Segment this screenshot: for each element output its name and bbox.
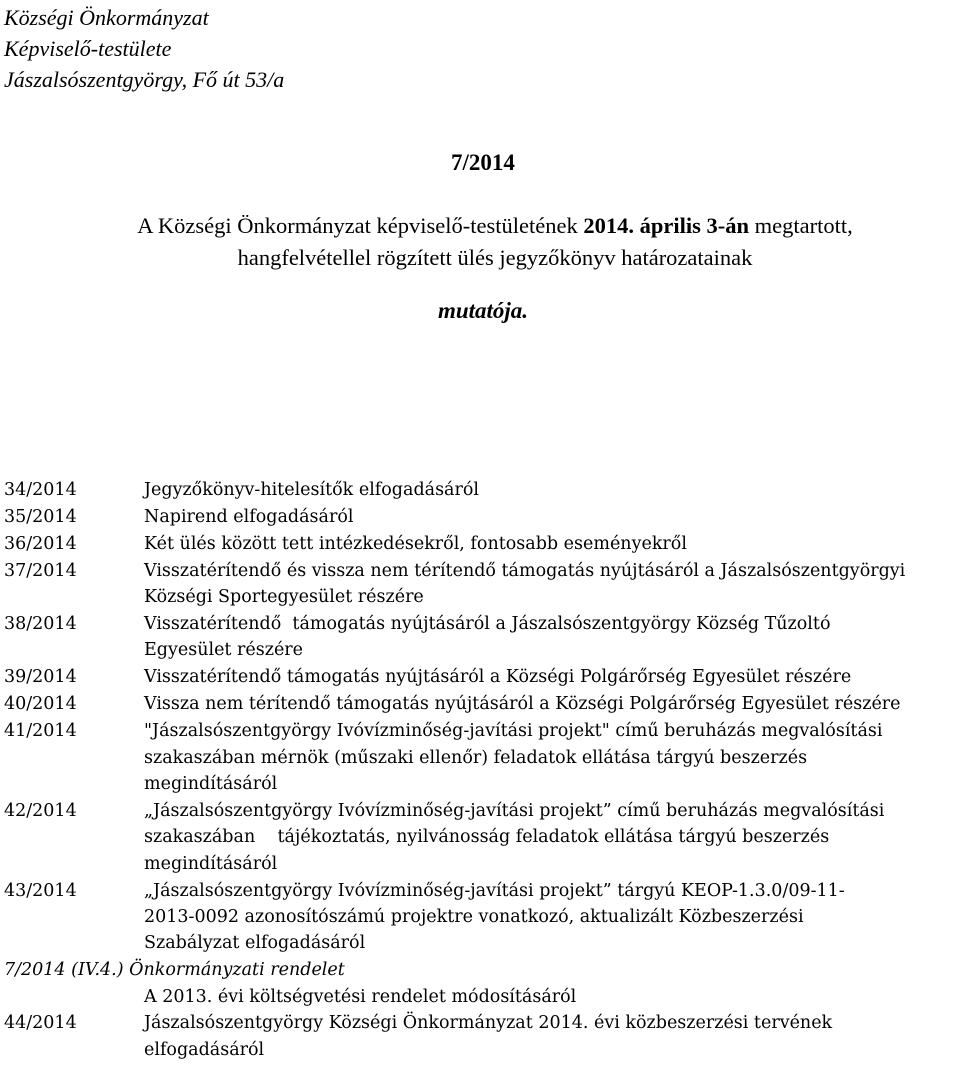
issuer-body: Képviselő-testülete <box>4 36 172 61</box>
resolution-title-line: szakaszában mérnök (műszaki ellenőr) feladatok ellátása tárgyú beszerzés <box>144 747 808 768</box>
resolution-title <box>144 691 954 717</box>
resolution-title-line: szakaszában tájékoztatás, nyilvánosság feladatok ellátása tárgyú beszerzés <box>144 827 830 848</box>
resolution-title-line: Két ülés között tett intézkedésekről, fontosabb eseményekről <box>144 533 687 554</box>
resolution-number: 44/2014 <box>4 1013 77 1034</box>
resolution-number: 40/2014 <box>4 694 77 715</box>
resolution-title <box>144 718 954 797</box>
resolution-title-line: Vissza nem térítendő támogatás nyújtásáról a Községi Polgárőrség Egyesület részére <box>144 694 901 715</box>
resolution-title-line: Napirend elfogadásáról <box>144 506 354 527</box>
resolution-number: 43/2014 <box>4 880 77 901</box>
resolution-title <box>144 477 954 503</box>
resolution-title-line: Visszatérítendő és vissza nem térítendő támogatás nyújtásáról a Jászalsószentgyörgyi <box>144 560 906 581</box>
resolution-title-line: elfogadásáról <box>144 1039 265 1060</box>
resolution-number: 35/2014 <box>4 506 77 527</box>
resolution-title <box>144 664 954 690</box>
intro-line-1 <box>30 210 960 242</box>
resolution-title-line: "Jászalsószentgyörgy Ivóvízminőség-javítási projekt" című beruházás megvalósítási <box>144 721 883 742</box>
resolution-title <box>144 1010 954 1063</box>
resolution-number: 42/2014 <box>4 800 77 821</box>
resolution-title-line: Községi Sportegyesület részére <box>144 587 424 608</box>
resolution-title-line: Szabályzat elfogadásáról <box>144 933 366 954</box>
resolution-number: 37/2014 <box>4 560 77 581</box>
resolution-number: 34/2014 <box>4 480 77 500</box>
resolution-row <box>4 798 954 877</box>
document-subtitle: mutatója. <box>437 298 529 323</box>
resolution-title-line: 2013-0092 azonosítószámú projektre vonatkozó, aktualizált Közbeszerzési <box>144 907 804 927</box>
intro-paragraph <box>0 210 960 274</box>
resolution-number: 38/2014 <box>4 614 77 635</box>
ordinance-heading: 7/2014 (IV.4.) Önkormányzati rendelet <box>4 960 345 981</box>
resolution-row <box>4 477 954 503</box>
resolution-row <box>4 558 954 611</box>
intro-line-2: hangfelvétellel rögzített ülés jegyzőkönyv határozatainak <box>237 245 753 270</box>
ordinance-text: A 2013. évi költségvetési rendelet módosításáról <box>144 986 577 1007</box>
resolution-title-line: „Jászalsószentgyörgy Ivóvízminőség-javítási projekt” tárgyú KEOP-1.3.0/09-11- <box>144 880 845 901</box>
resolution-row <box>4 1010 954 1063</box>
issuer-name: Községi Önkormányzat <box>4 5 209 30</box>
resolution-title <box>144 558 954 611</box>
intro-text-end: megtartott, <box>749 213 853 238</box>
document-number: 7/2014 <box>451 150 515 175</box>
resolution-title-line: Visszatérítendő támogatás nyújtásáról a Jászalsószentgyörgy Község Tűzoltó <box>144 614 831 635</box>
resolution-title-line: Egyesület részére <box>144 640 304 661</box>
resolution-number: 41/2014 <box>4 721 77 742</box>
resolutions-list <box>4 477 954 1063</box>
intro-text-start: A Községi Önkormányzat képviselő-testületének <box>137 213 584 238</box>
resolution-number: 36/2014 <box>4 533 77 554</box>
resolution-title-line: megindításáról <box>144 853 278 874</box>
resolution-row <box>4 664 954 690</box>
resolution-title <box>144 531 954 557</box>
resolution-title-line: megindításáról <box>144 773 278 794</box>
resolution-title-line: Jegyzőkönyv-hitelesítők elfogadásáról <box>144 480 479 500</box>
resolution-row <box>4 504 954 530</box>
resolution-row <box>4 531 954 557</box>
resolution-row <box>4 878 954 957</box>
resolution-title <box>144 878 954 957</box>
issuer-address: Jászalsószentgyörgy, Fő út 53/a <box>4 67 285 92</box>
resolution-title-line: „Jászalsószentgyörgy Ivóvízminőség-javítási projekt” című beruházás megvalósítási <box>144 800 885 821</box>
resolution-title-line: Visszatérítendő támogatás nyújtásáról a Községi Polgárőrség Egyesület részére <box>144 667 852 688</box>
resolution-row <box>4 718 954 797</box>
meeting-date: 2014. április 3-án <box>583 213 750 238</box>
resolution-title <box>144 798 954 877</box>
resolution-number: 39/2014 <box>4 667 77 688</box>
issuer-header <box>4 2 284 95</box>
resolution-row <box>4 691 954 717</box>
resolution-title <box>144 611 954 664</box>
resolution-title-line: Jászalsószentgyörgy Községi Önkormányzat 2014. évi közbeszerzési tervének <box>144 1013 833 1034</box>
resolution-title <box>144 504 954 530</box>
resolutions-rows <box>4 477 954 957</box>
resolution-row <box>4 611 954 664</box>
